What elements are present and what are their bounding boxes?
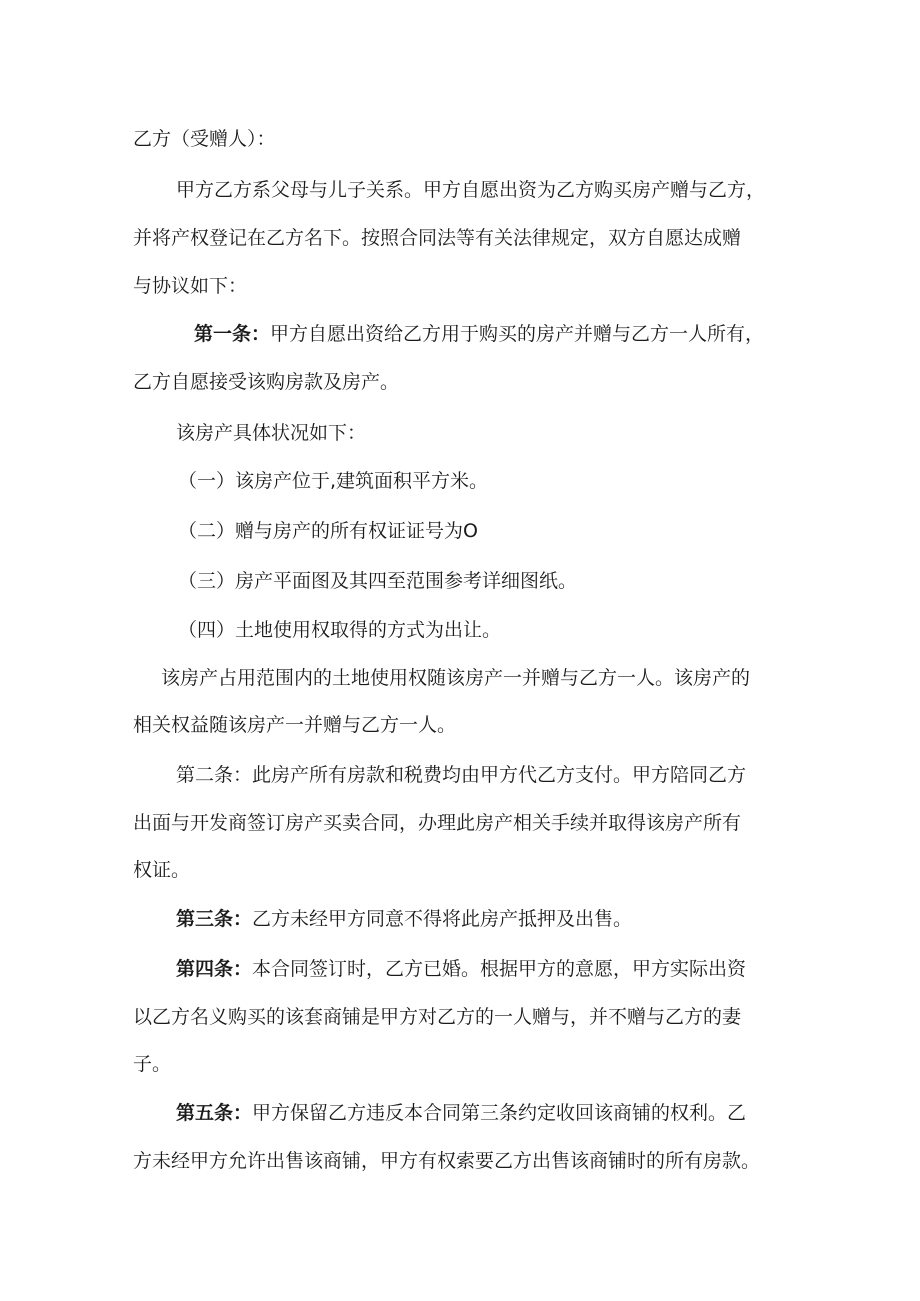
article-2-line-1: 第二条：此房产所有房款和税费均由甲方代乙方支付。甲方陪同乙方 bbox=[176, 764, 747, 786]
article-1-line-2: 乙方自愿接受该购房款及房产。 bbox=[133, 371, 400, 393]
article-4-text: 本合同签订时，乙方已婚。根据甲方的意愿，甲方实际出资 bbox=[252, 958, 747, 980]
article-1-line-1 bbox=[194, 325, 764, 344]
article-5-heading: 第五条： bbox=[176, 1102, 253, 1124]
party-b-label: 乙方（受赠人）： bbox=[133, 128, 276, 150]
article-1-text: 甲方自愿出资给乙方用于购买的房产并赠与乙方一人所有， bbox=[270, 323, 765, 345]
property-item-2: （二）赠与房产的所有权证证号为O bbox=[178, 520, 478, 542]
article-3-text: 乙方未经甲方同意不得将此房产抵押及出售。 bbox=[252, 908, 633, 930]
article-3-line-1 bbox=[176, 910, 632, 929]
article-4-line-3: 子。 bbox=[133, 1053, 172, 1075]
land-rights-line-1: 该房产占用范围内的土地使用权随该房产一并赠与乙方一人。该房产的 bbox=[161, 667, 751, 689]
property-item-4: （四）土地使用权取得的方式为出让。 bbox=[178, 619, 502, 641]
article-3-heading: 第三条： bbox=[176, 908, 253, 930]
article-5-line-1 bbox=[176, 1104, 746, 1123]
article-4-line-2: 以乙方名义购买的该套商铺是甲方对乙方的一人赠与，并不赠与乙方的妻 bbox=[133, 1006, 742, 1028]
article-1-heading: 第一条： bbox=[194, 323, 271, 345]
intro-line-2: 并将产权登记在乙方名下。按照合同法等有关法律规定，双方自愿达成赠 bbox=[133, 227, 742, 249]
property-details-heading: 该房产具体状况如下： bbox=[176, 422, 367, 444]
article-2-line-2: 出面与开发商签订房产买卖合同，办理此房产相关手续并取得该房产所有 bbox=[133, 812, 742, 834]
article-4-heading: 第四条： bbox=[176, 958, 253, 980]
property-item-3: （三）房产平面图及其四至范围参考详细图纸。 bbox=[178, 570, 578, 592]
article-5-text: 甲方保留乙方违反本合同第三条约定收回该商铺的权利。乙 bbox=[252, 1102, 747, 1124]
article-2-line-3: 权证。 bbox=[133, 859, 191, 881]
property-item-1: （一）该房产位于,建筑面积平方米。 bbox=[178, 470, 489, 492]
land-rights-line-2: 相关权益随该房产一并赠与乙方一人。 bbox=[133, 714, 457, 736]
intro-line-3: 与协议如下： bbox=[133, 275, 248, 297]
intro-line-1: 甲方乙方系父母与儿子关系。甲方自愿出资为乙方购买房产赠与乙方， bbox=[176, 179, 766, 201]
article-5-line-2: 方未经甲方允许出售该商铺，甲方有权索要乙方出售该商铺时的所有房款。 bbox=[133, 1150, 761, 1172]
article-4-line-1 bbox=[176, 960, 746, 979]
